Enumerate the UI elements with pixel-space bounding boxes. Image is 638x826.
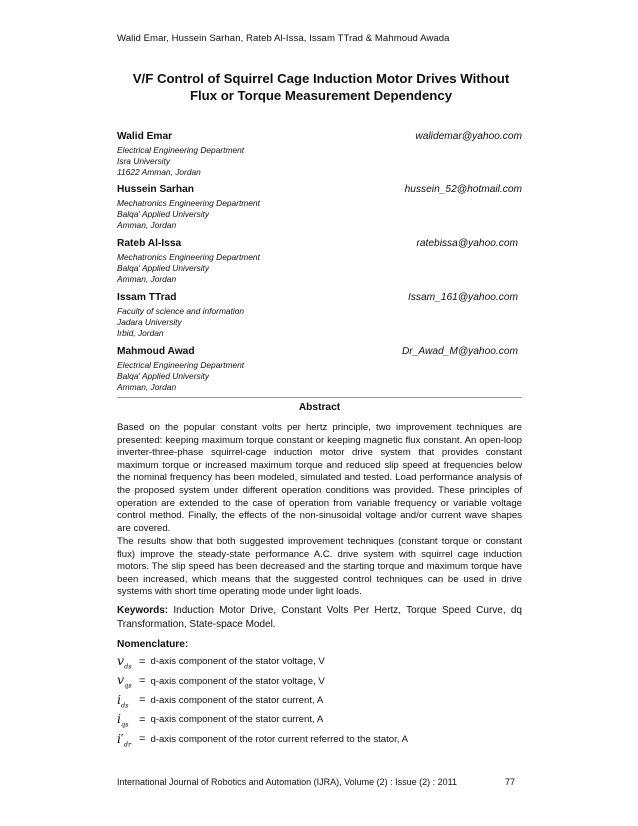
- nomenclature-heading: Nomenclature:: [117, 639, 189, 650]
- running-header: Walid Emar, Hussein Sarhan, Rateb Al-Issa, Issam TTrad & Mahmoud Awada: [117, 33, 450, 44]
- author-name: Mahmoud Awad: [117, 346, 195, 357]
- author-email: hussein_52@hotmail.com: [404, 184, 522, 195]
- symbol: $i_{qs}$: [117, 711, 129, 729]
- symbol: $v_{ds}$: [117, 652, 132, 671]
- abstract-paragraph: Based on the popular constant volts per hertz principle, two improvement techniques are presented: keeping maximum torque constant or keeping magnetic flux constant. An open-loop inverter-three-phase squirrel-cage induction motor drive system that provides constant maximum torque or increased maximum torque and reduced slip speed at frequencies below the nominal frequency has been modeled, simulated and tested. Load performance analysis of the proposed system under different operation conditions was provided. These principles of operation are extended to the case of operation from variable frequency or variable voltage control method. Finally, the effects of the non-sinusoidal voltage and/or current wave shapes are covered.: [117, 422, 522, 534]
- section-divider: [117, 397, 522, 398]
- page-number: 77: [504, 777, 515, 787]
- equals-sign: =: [139, 694, 146, 707]
- title-line-1: V/F Control of Squirrel Cage Induction Motor Drives Without: [132, 71, 510, 86]
- author-department: Electrical Engineering Department: [117, 360, 245, 370]
- author-department: Faculty of science and information: [117, 306, 245, 316]
- journal-citation: International Journal of Robotics and Automation (IJRA), Volume (2) : Issue (2) : 2011: [117, 777, 458, 787]
- nomenclature-item: [117, 710, 522, 729]
- author-institution: Jadara University: [117, 316, 182, 327]
- symbol: $v_{qs}$: [117, 672, 132, 690]
- author-location: Irbid, Jordan: [117, 327, 164, 338]
- author-department: Electrical Engineering Department: [117, 145, 245, 155]
- paper-title: [116, 70, 526, 104]
- author-name: Issam TTrad: [117, 292, 177, 303]
- author-block: [117, 238, 522, 284]
- abstract-heading: Abstract: [298, 402, 341, 413]
- author-institution: Isra University: [117, 155, 171, 166]
- symbol-description: q-axis component of the stator current, A: [150, 714, 324, 726]
- author-department: Mechatronics Engineering Department: [117, 252, 260, 262]
- author-email: walidemar@yahoo.com: [415, 131, 522, 142]
- author-block: [117, 346, 522, 392]
- author-email: Dr_Awad_M@yahoo.com: [401, 346, 518, 357]
- author-block: [117, 292, 522, 338]
- nomenclature-item: [117, 671, 522, 690]
- author-location: Amman, Jordan: [117, 381, 177, 392]
- author-location: 11622 Amman, Jordan: [117, 166, 201, 177]
- author-department: Mechatronics Engineering Department: [117, 198, 260, 208]
- author-name: Hussein Sarhan: [117, 184, 194, 195]
- nomenclature-list: [117, 652, 522, 749]
- author-institution: Balqa' Applied University: [117, 370, 210, 381]
- symbol-description: q-axis component of the stator voltage, V: [150, 675, 325, 687]
- author-block: [117, 184, 522, 230]
- equals-sign: =: [139, 655, 146, 668]
- author-institution: Balqa' Applied University: [117, 208, 210, 219]
- keywords-label: Keywords:: [117, 605, 169, 616]
- page-footer: [117, 777, 515, 787]
- equals-sign: =: [139, 733, 146, 746]
- keywords-paragraph: [117, 604, 522, 631]
- symbol: $i_{ds}$: [117, 691, 129, 710]
- nomenclature-item: [117, 652, 522, 671]
- author-email: Issam_161@yahoo.com: [407, 292, 518, 303]
- author-location: Amman, Jordan: [117, 273, 177, 284]
- keywords-text: Induction Motor Drive, Constant Volts Per Hertz, Torque Speed Curve, dq Transformation, State-space Model.: [117, 605, 522, 630]
- author-block: [117, 131, 522, 177]
- equals-sign: =: [139, 713, 146, 726]
- results-paragraph: The results show that both suggested improvement techniques (constant torque or constant flux) improve the steady-state performance A.C. drive system with squirrel cage induction motors. The slip speed has been decreased and the starting torque and maximum torque have been increased, which means that the suggested control techniques can be used in drive systems with short time operating mode under light loads.: [117, 536, 522, 598]
- nomenclature-item: [117, 691, 522, 710]
- symbol-description: d-axis component of the stator current, A: [150, 694, 324, 706]
- equals-sign: =: [139, 675, 146, 688]
- title-line-2: Flux or Torque Measurement Dependency: [189, 88, 453, 103]
- author-name: Rateb Al-Issa: [117, 238, 182, 249]
- author-institution: Balqa' Applied University: [117, 262, 210, 273]
- author-location: Amman, Jordan: [117, 219, 177, 230]
- symbol-description: d-axis component of the rotor current referred to the stator, A: [150, 733, 409, 745]
- symbol-description: d-axis component of the stator voltage, V: [150, 656, 325, 668]
- symbol: $i'_{dr}$: [117, 730, 132, 748]
- author-email: ratebissa@yahoo.com: [416, 238, 518, 249]
- nomenclature-item: [117, 730, 522, 749]
- author-name: Walid Emar: [117, 131, 173, 142]
